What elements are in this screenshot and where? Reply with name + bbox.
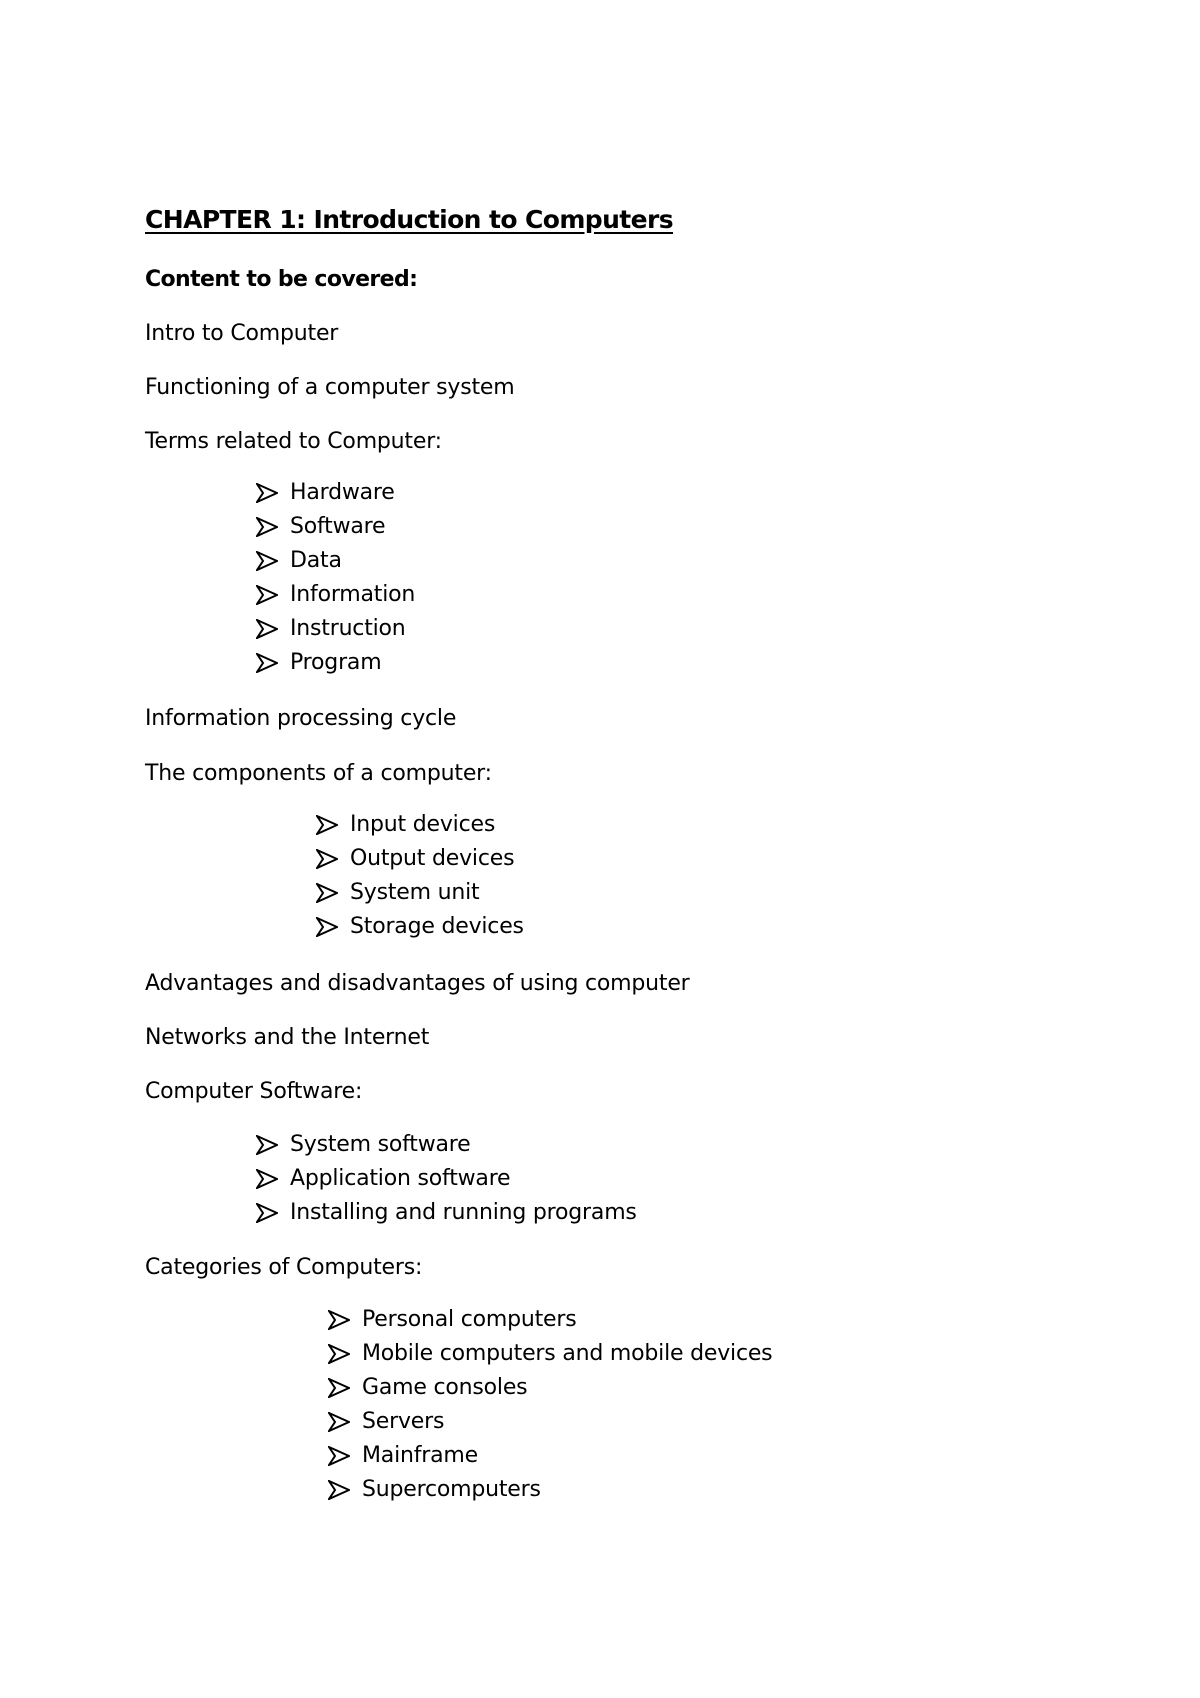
list-item bbox=[328, 1337, 772, 1371]
list-item bbox=[256, 1128, 637, 1162]
list-item bbox=[256, 646, 415, 680]
list-item bbox=[256, 578, 415, 612]
list-item-label: Information bbox=[290, 582, 416, 607]
arrowhead-bullet-icon bbox=[256, 1135, 278, 1155]
arrowhead-bullet-icon bbox=[328, 1344, 350, 1364]
arrowhead-bullet-icon bbox=[256, 517, 278, 537]
list-item-label: Output devices bbox=[350, 846, 515, 871]
arrowhead-bullet-icon bbox=[256, 585, 278, 605]
list-item bbox=[316, 842, 524, 876]
list-item-label: Game consoles bbox=[362, 1375, 528, 1400]
list-item bbox=[256, 1162, 637, 1196]
arrowhead-bullet-icon bbox=[328, 1446, 350, 1466]
arrowhead-bullet-icon bbox=[328, 1310, 350, 1330]
topic-categories: Categories of Computers: bbox=[145, 1255, 423, 1280]
arrowhead-bullet-icon bbox=[316, 849, 338, 869]
list-item-label: Personal computers bbox=[362, 1307, 577, 1332]
list-item-label: Storage devices bbox=[350, 914, 524, 939]
chapter-title: CHAPTER 1: Introduction to Computers bbox=[145, 205, 673, 234]
list-item bbox=[328, 1371, 772, 1405]
arrowhead-bullet-icon bbox=[256, 619, 278, 639]
list-item bbox=[256, 544, 415, 578]
topic-intro: Intro to Computer bbox=[145, 321, 339, 346]
arrowhead-bullet-icon bbox=[316, 883, 338, 903]
topic-software: Computer Software: bbox=[145, 1079, 363, 1104]
terms-list bbox=[256, 476, 415, 680]
arrowhead-bullet-icon bbox=[316, 815, 338, 835]
list-item bbox=[316, 910, 524, 944]
list-item-label: Data bbox=[290, 548, 342, 573]
list-item-label: Software bbox=[290, 514, 386, 539]
arrowhead-bullet-icon bbox=[328, 1378, 350, 1398]
list-item-label: System unit bbox=[350, 880, 480, 905]
list-item-label: Mainframe bbox=[362, 1443, 478, 1468]
list-item bbox=[328, 1473, 772, 1507]
list-item-label: Mobile computers and mobile devices bbox=[362, 1341, 773, 1366]
list-item-label: Program bbox=[290, 650, 382, 675]
arrowhead-bullet-icon bbox=[256, 483, 278, 503]
list-item bbox=[256, 510, 415, 544]
arrowhead-bullet-icon bbox=[328, 1480, 350, 1500]
list-item-label: System software bbox=[290, 1132, 471, 1157]
arrowhead-bullet-icon bbox=[256, 653, 278, 673]
arrowhead-bullet-icon bbox=[256, 1203, 278, 1223]
arrowhead-bullet-icon bbox=[256, 1169, 278, 1189]
list-item bbox=[328, 1439, 772, 1473]
list-item-label: Instruction bbox=[290, 616, 406, 641]
list-item bbox=[256, 476, 415, 510]
topic-advantages: Advantages and disadvantages of using computer bbox=[145, 971, 690, 996]
topic-components: The components of a computer: bbox=[145, 761, 492, 786]
software-list bbox=[256, 1128, 637, 1230]
topic-terms: Terms related to Computer: bbox=[145, 429, 442, 454]
content-subtitle: Content to be covered: bbox=[145, 267, 418, 292]
list-item-label: Input devices bbox=[350, 812, 496, 837]
list-item-label: Supercomputers bbox=[362, 1477, 541, 1502]
list-item-label: Hardware bbox=[290, 480, 395, 505]
list-item bbox=[316, 808, 524, 842]
list-item bbox=[256, 1196, 637, 1230]
list-item-label: Servers bbox=[362, 1409, 445, 1434]
arrowhead-bullet-icon bbox=[316, 917, 338, 937]
topic-functioning: Functioning of a computer system bbox=[145, 375, 515, 400]
list-item bbox=[316, 876, 524, 910]
categories-list bbox=[328, 1303, 772, 1507]
arrowhead-bullet-icon bbox=[328, 1412, 350, 1432]
list-item-label: Application software bbox=[290, 1166, 511, 1191]
topic-networks: Networks and the Internet bbox=[145, 1025, 430, 1050]
list-item-label: Installing and running programs bbox=[290, 1200, 637, 1225]
list-item bbox=[328, 1405, 772, 1439]
topic-information-processing-cycle: Information processing cycle bbox=[145, 706, 457, 731]
list-item bbox=[256, 612, 415, 646]
components-list bbox=[316, 808, 524, 944]
arrowhead-bullet-icon bbox=[256, 551, 278, 571]
list-item bbox=[328, 1303, 772, 1337]
